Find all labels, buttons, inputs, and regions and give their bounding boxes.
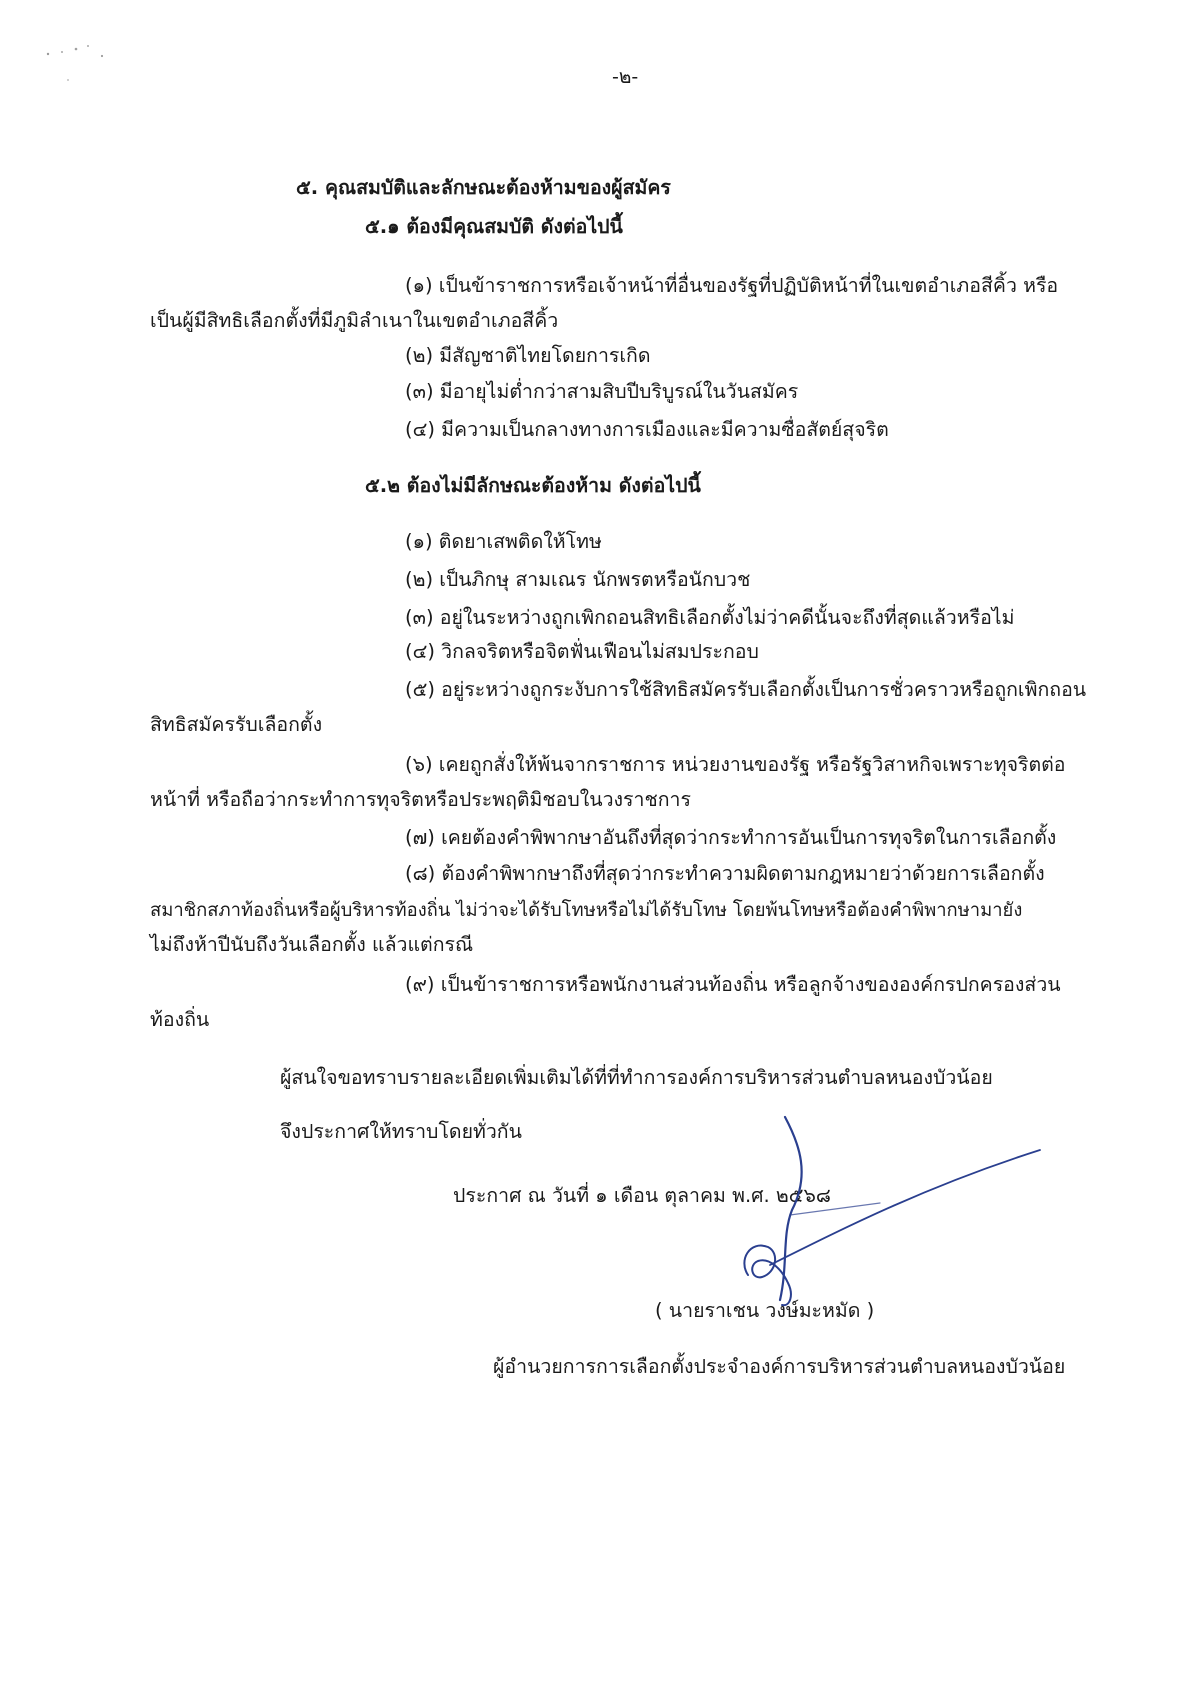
scan-specks <box>40 40 130 100</box>
qualification-item-3: (๓) มีอายุไม่ต่ำกว่าสามสิบปีบริบูรณ์ในวันสมัคร <box>405 380 799 403</box>
prohibition-item-8-line-2: สมาชิกสภาท้องถิ่นหรือผู้บริหารท้องถิ่น ไม่ว่าจะได้รับโทษหรือไม่ได้รับโทษ โดยพ้นโทษหรือต้องคำพิพากษามายัง <box>150 900 1023 921</box>
prohibition-item-5-line-1: (๕) อยู่ระหว่างถูกระงับการใช้สิทธิสมัครรับเลือกตั้งเป็นการชั่วคราวหรือถูกเพิกถอน <box>405 678 1087 701</box>
prohibition-item-5-line-2: สิทธิสมัครรับเลือกตั้ง <box>150 713 323 736</box>
prohibition-item-3: (๓) อยู่ในระหว่างถูกเพิกถอนสิทธิเลือกตั้งไม่ว่าคดีนั้นจะถึงที่สุดแล้วหรือไม่ <box>405 606 1015 629</box>
signer-name: ( นายราเชน วงษ์มะหมัด ) <box>655 1299 875 1322</box>
prohibition-item-6-line-2: หน้าที่ หรือถือว่ากระทำการทุจริตหรือประพฤติมิชอบในวงราชการ <box>150 788 691 811</box>
prohibition-item-2: (๒) เป็นภิกษุ สามเณร นักพรตหรือนักบวช <box>405 568 751 591</box>
qualification-item-1-line-1: (๑) เป็นข้าราชการหรือเจ้าหน้าที่อื่นของรัฐที่ปฏิบัติหน้าที่ในเขตอำเภอสีคิ้ว หรือ <box>405 274 1059 297</box>
qualification-item-2: (๒) มีสัญชาติไทยโดยการเกิด <box>405 344 651 367</box>
section-heading: ๕. คุณสมบัติและลักษณะต้องห้ามของผู้สมัคร <box>296 176 671 199</box>
announcement-line: จึงประกาศให้ทราบโดยทั่วกัน <box>280 1120 522 1143</box>
prohibition-item-9-line-1: (๙) เป็นข้าราชการหรือพนักงานส่วนท้องถิ่น หรือลูกจ้างขององค์กรปกครองส่วน <box>405 973 1061 996</box>
announcement-date: ประกาศ ณ วันที่ ๑ เดือน ตุลาคม พ.ศ. ๒๕๖๘ <box>453 1184 831 1207</box>
prohibitions-heading: ๕.๒ ต้องไม่มีลักษณะต้องห้าม ดังต่อไปนี้ <box>365 474 701 497</box>
prohibition-item-9-line-2: ท้องถิ่น <box>150 1008 210 1031</box>
signer-position: ผู้อำนวยการการเลือกตั้งประจำองค์การบริหารส่วนตำบลหนองบัวน้อย <box>493 1355 1066 1378</box>
page-number: -๒- <box>612 66 639 88</box>
prohibition-item-6-line-1: (๖) เคยถูกสั่งให้พ้นจากราชการ หน่วยงานของรัฐ หรือรัฐวิสาหกิจเพราะทุจริตต่อ <box>405 753 1066 776</box>
prohibition-item-1: (๑) ติดยาเสพติดให้โทษ <box>405 530 602 553</box>
info-paragraph: ผู้สนใจขอทราบรายละเอียดเพิ่มเติมได้ที่ที่ทำการองค์การบริหารส่วนตำบลหนองบัวน้อย <box>280 1066 993 1089</box>
qualifications-heading: ๕.๑ ต้องมีคุณสมบัติ ดังต่อไปนี้ <box>365 215 623 238</box>
prohibition-item-7: (๗) เคยต้องคำพิพากษาอันถึงที่สุดว่ากระทำการอันเป็นการทุจริตในการเลือกตั้ง <box>405 826 1057 849</box>
qualification-item-4: (๔) มีความเป็นกลางทางการเมืองและมีความซื่อสัตย์สุจริต <box>405 418 889 441</box>
prohibition-item-4: (๔) วิกลจริตหรือจิตฟั่นเฟือนไม่สมประกอบ <box>405 640 759 663</box>
prohibition-item-8-line-1: (๘) ต้องคำพิพากษาถึงที่สุดว่ากระทำความผิดตามกฎหมายว่าด้วยการเลือกตั้ง <box>405 862 1045 885</box>
handwritten-signature <box>730 1115 1050 1315</box>
prohibition-item-8-line-3: ไม่ถึงห้าปีนับถึงวันเลือกตั้ง แล้วแต่กรณี <box>150 933 474 956</box>
qualification-item-1-line-2: เป็นผู้มีสิทธิเลือกตั้งที่มีภูมิลำเนาในเขตอำเภอสีคิ้ว <box>150 309 559 332</box>
